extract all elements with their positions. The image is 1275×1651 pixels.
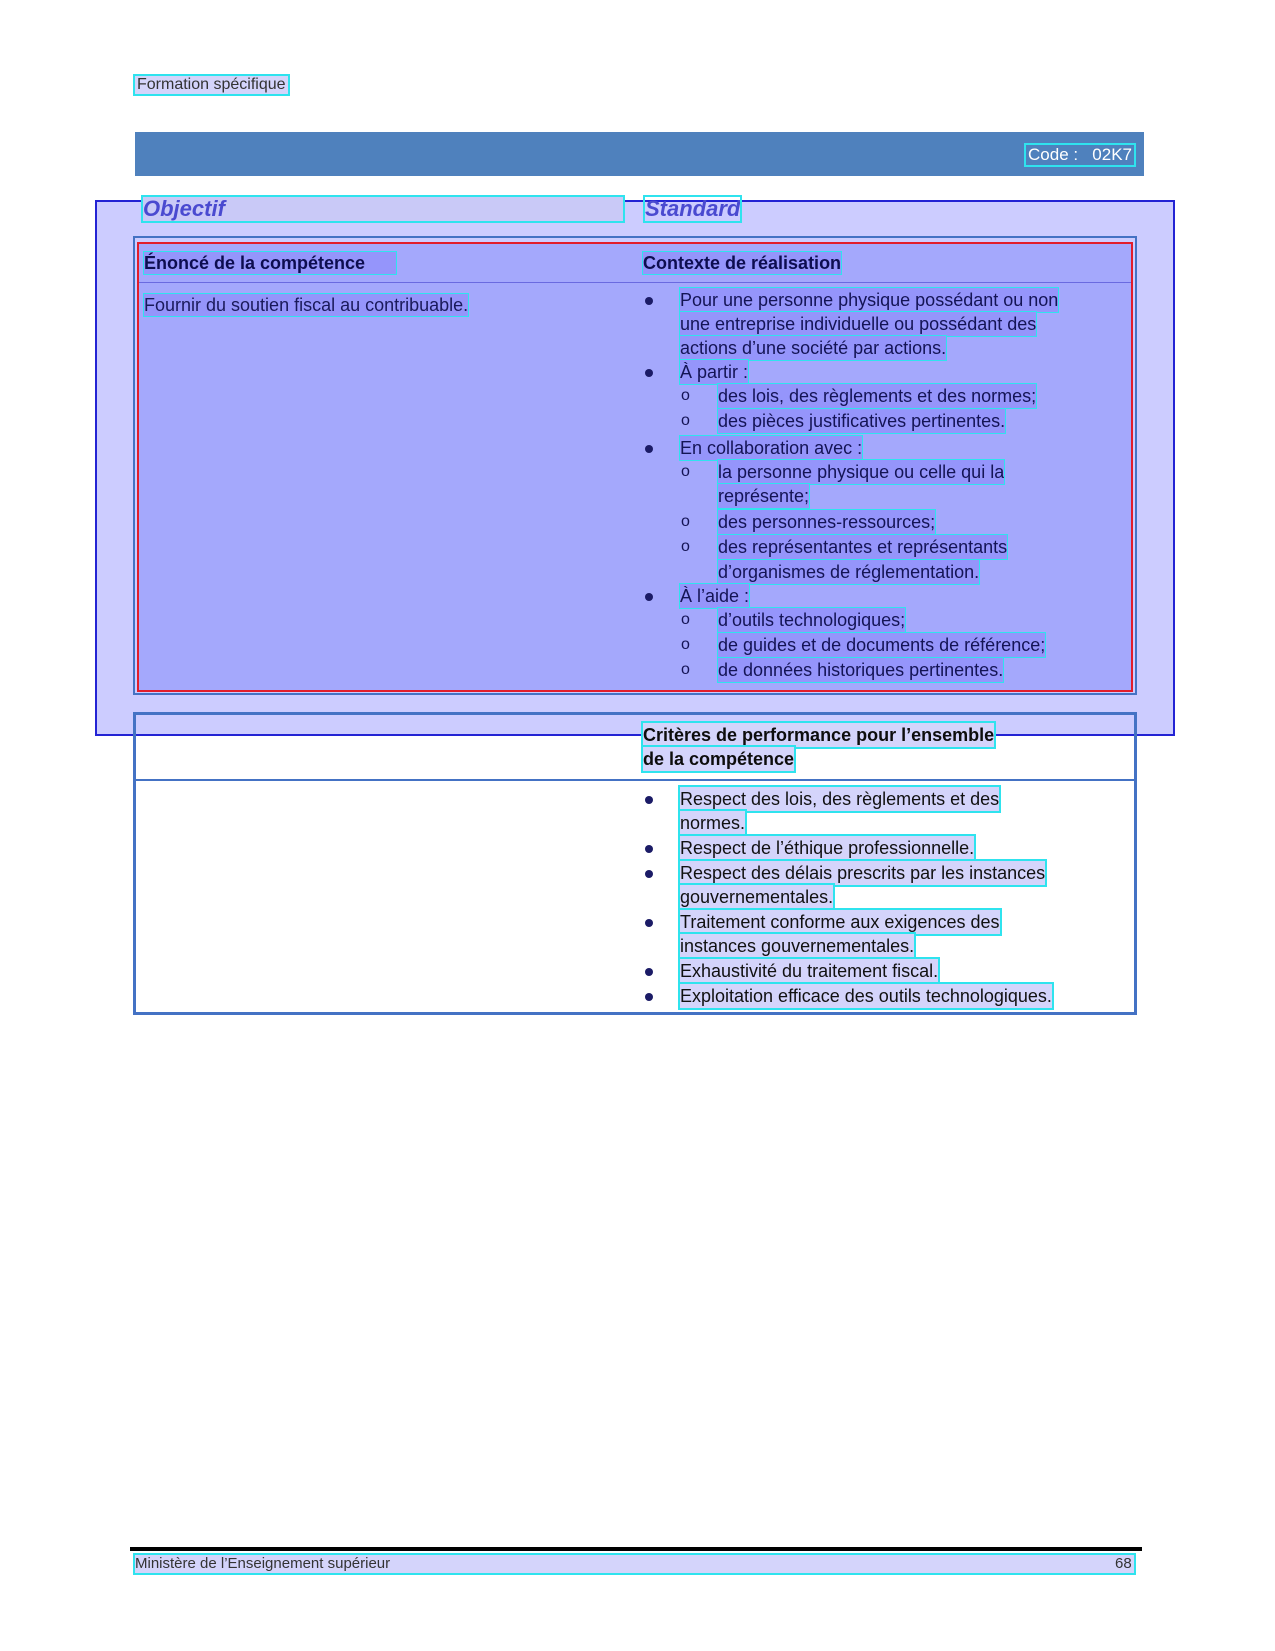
footer-ministry: Ministère de l’Enseignement supérieur xyxy=(135,1555,391,1572)
bullet-icon xyxy=(645,369,653,377)
sub-bullet-icon: o xyxy=(681,611,690,628)
aide-item: d’outils technologiques; xyxy=(718,610,906,630)
aide-item: de données historiques pertinentes. xyxy=(718,660,1004,680)
contexte-title: Contexte de réalisation xyxy=(643,253,842,273)
collaboration-item: des représentantes et représentants xyxy=(718,537,1008,557)
criteres-title-line: de la compétence xyxy=(643,749,795,769)
critere-item: Respect des lois, des règlements et des xyxy=(680,789,1000,809)
collaboration-item: représente; xyxy=(718,486,810,506)
sub-bullet-icon: o xyxy=(681,636,690,653)
criteres-title xyxy=(643,723,1043,771)
running-head: Formation spécifique xyxy=(137,76,286,93)
collaboration-item: des personnes-ressources; xyxy=(718,512,936,532)
critere-item: Exhaustivité du traitement fiscal. xyxy=(680,961,939,981)
critere-item: Respect des délais prescrits par les instances xyxy=(680,863,1046,883)
bullet-icon xyxy=(645,993,653,1001)
enonce-title: Énoncé de la compétence xyxy=(144,252,396,274)
code-value: 02K7 xyxy=(1092,145,1132,164)
collaboration-label: En collaboration avec : xyxy=(680,438,863,458)
a-partir-item: des pièces justificatives pertinentes. xyxy=(718,411,1006,431)
a-l-aide-label: À l’aide : xyxy=(680,586,750,606)
critere-item: Respect de l’éthique professionnelle. xyxy=(680,838,975,858)
criteres-list xyxy=(643,787,1123,1012)
a-partir-label: À partir : xyxy=(680,362,749,382)
bullet-icon xyxy=(645,297,653,305)
bullet-icon xyxy=(645,445,653,453)
footer-rule xyxy=(130,1547,1142,1551)
sub-bullet-icon: o xyxy=(681,513,690,530)
sub-bullet-icon: o xyxy=(681,661,690,678)
critere-item: instances gouvernementales. xyxy=(680,936,915,956)
page-number: 68 xyxy=(1115,1555,1132,1572)
criteres-divider xyxy=(135,779,1135,781)
aide-item: de guides et de documents de référence; xyxy=(718,635,1046,655)
table-divider xyxy=(139,282,1131,283)
sub-bullet-icon: o xyxy=(681,412,690,429)
collaboration-item: la personne physique ou celle qui la xyxy=(718,462,1005,482)
contexte-intro-line: Pour une personne physique possédant ou non xyxy=(680,290,1059,310)
bullet-icon xyxy=(645,593,653,601)
critere-item: gouvernementales. xyxy=(680,887,834,907)
critere-item: normes. xyxy=(680,813,746,833)
bullet-icon xyxy=(645,919,653,927)
code-label-text: Code : xyxy=(1028,145,1079,164)
bullet-icon xyxy=(645,968,653,976)
standard-title: Standard xyxy=(645,196,741,221)
enonce-text: Fournir du soutien fiscal au contribuable. xyxy=(144,295,469,315)
collaboration-item: d’organismes de réglementation. xyxy=(718,562,980,582)
code-label xyxy=(1026,145,1134,165)
objectif-title: Objectif xyxy=(143,197,623,221)
bullet-icon xyxy=(645,845,653,853)
bullet-icon xyxy=(645,796,653,804)
bullet-icon xyxy=(645,870,653,878)
contexte-intro-line: actions d’une société par actions. xyxy=(680,338,947,358)
contexte-intro-line: une entreprise individuelle ou possédant des xyxy=(680,314,1037,334)
sub-bullet-icon: o xyxy=(681,538,690,555)
sub-bullet-icon: o xyxy=(681,387,690,404)
code-bar xyxy=(133,132,1144,176)
a-partir-item: des lois, des règlements et des normes; xyxy=(718,386,1037,406)
contexte-list xyxy=(643,288,1123,688)
critere-item: Exploitation efficace des outils technologiques. xyxy=(680,986,1052,1006)
criteres-title-line: Critères de performance pour l’ensemble xyxy=(643,725,995,745)
critere-item: Traitement conforme aux exigences des xyxy=(680,912,1000,932)
sub-bullet-icon: o xyxy=(681,463,690,480)
